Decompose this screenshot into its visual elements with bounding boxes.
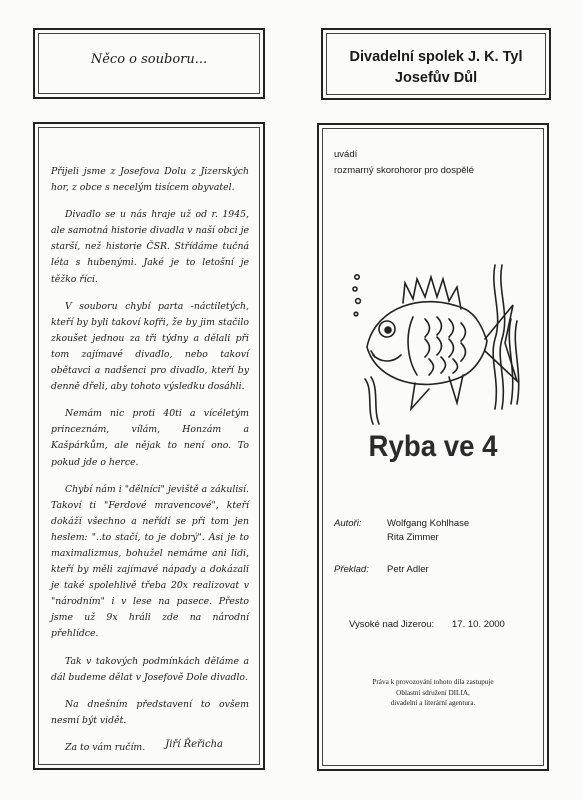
paragraph: Za to vám ručím. — [65, 741, 146, 753]
left-title-box — [33, 28, 265, 99]
authors-label: Autoři: — [334, 518, 362, 529]
paragraph: V souboru chybí parta -náctiletých, kteří by byli takoví kofři, že by jim stačilo zkoušet jednou za tři týdny a dělali při tom zajímavé divadlo, nebo takoví obětavci a nadšenci pro divadlo, kteří by denně dřeli, aby tohoto výsledku dosáhli. — [51, 300, 249, 393]
rights-notice — [319, 677, 547, 709]
paragraph: Divadlo se u nás hraje už od r. 1945, ale samotná historie divadla v naší obci je starší, než historie ČSR. Střídáme tučná léta s hubenými. Jaké je to letošní je těžko říci. — [51, 209, 249, 285]
play-title: Ryba ve 4 — [368, 430, 498, 463]
paragraph: Chybí nám i "dělníci" jeviště a zákulisí. Takoví ti "Ferdové mravencové", kteří dokáží všechno a neřídí se při tom jen heslem: "..to stačí, to je dobrý". Asi je to maximalizmus, bohužel nemáme ani lidi, kteří by měli zajímavé nápady a dokázali je také spolehlivě třeba 20x realizovat v "národním" i v lese na pasece. Přesto jsme už 9x hráli zde na národní přehlídce. — [51, 483, 249, 640]
theatre-company-name — [323, 47, 549, 89]
author-name: Wolfgang Kohlhase — [387, 518, 470, 529]
play-subtitle: rozmarný skorohoror pro dospělé — [334, 165, 474, 176]
author-name: Rita Zimmer — [387, 532, 439, 543]
company-name-line: Divadelní spolek J. K. Tyl — [349, 49, 523, 65]
playbill-box — [317, 123, 549, 771]
left-text-box — [33, 122, 265, 770]
presents-label: uvádí — [334, 149, 358, 160]
signature: Jiří Řeřicha — [165, 739, 223, 750]
venue: Vysoké nad Jizerou: — [349, 619, 435, 630]
rights-line: divadelní a literární agentura. — [390, 699, 476, 707]
translation-label: Překlad: — [334, 564, 369, 575]
right-title-box — [321, 28, 551, 100]
rights-line: Oblastní sdružení DILIA, — [396, 688, 470, 697]
translator-name: Petr Adler — [387, 564, 429, 575]
paragraph: Na dnešním představení to ovšem nesmí být vidět. — [51, 698, 249, 726]
fish-icon — [345, 259, 525, 429]
performance-date: 17. 10. 2000 — [452, 619, 505, 630]
rights-line: Práva k provozování tohoto díla zastupuje — [372, 678, 494, 686]
left-panel-title: Něco o souboru... — [90, 52, 208, 67]
paragraph: Přijeli jsme z Josefova Dolu z Jizerských hor, z obce s necelým tisícem obyvatel. — [51, 166, 249, 194]
about-ensemble-text — [51, 164, 249, 767]
company-town-line: Josefův Důl — [394, 70, 478, 86]
paragraph: Tak v takových podmínkách děláme a dál budeme dělat v Josefově Dole divadlo. — [51, 655, 249, 683]
paragraph: Nemám nic proti 40ti a vícéletým princeznám, vílám, Honzám a Kašpárkům, ale nějak to není ono. To pokud jde o herce. — [51, 408, 249, 468]
